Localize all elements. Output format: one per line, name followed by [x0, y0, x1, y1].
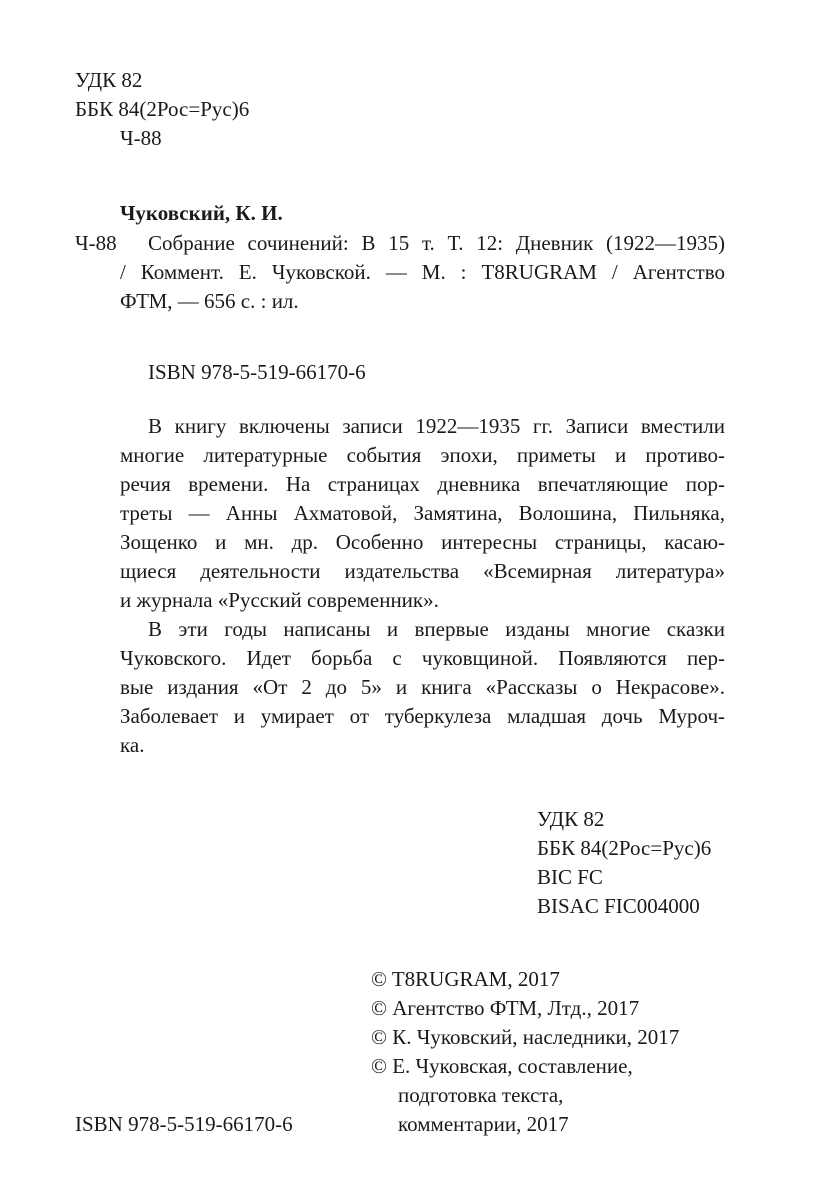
- author-heading: Чуковский, К. И.: [120, 201, 283, 225]
- annotation-line: В книгу включены записи 1922—1935 гг. Записи вместили: [148, 414, 725, 438]
- entry-extent-line: ФТМ, — 656 с. : ил.: [120, 289, 299, 313]
- annotation-line: Заболевает и умирает от туберкулеза младшая дочь Муроч-: [120, 704, 725, 728]
- entry-title-line: Собрание сочинений: В 15 т. Т. 12: Дневник (1922—1935): [148, 231, 725, 255]
- entry-sign: Ч-88: [75, 231, 117, 255]
- copyright-line-continued: комментарии, 2017: [398, 1112, 569, 1136]
- copyright-line: © К. Чуковский, наследники, 2017: [371, 1025, 680, 1049]
- footer-isbn: ISBN 978-5-519-66170-6: [75, 1112, 293, 1136]
- copyright-line: © Е. Чуковская, составление,: [371, 1054, 633, 1078]
- copyright-line-continued: подготовка текста,: [398, 1083, 564, 1107]
- copyright-line: © Агентство ФТМ, Лтд., 2017: [371, 996, 640, 1020]
- annotation-line: Чуковского. Идет борьба с чуковщиной. Появляются пер-: [120, 646, 725, 670]
- bisac-code: BISAC FIC004000: [537, 894, 700, 918]
- annotation-line: Зощенко и мн. др. Особенно интересны страницы, касаю-: [120, 530, 725, 554]
- udk-code-right: УДК 82: [537, 807, 605, 831]
- entry-isbn: ISBN 978-5-519-66170-6: [148, 360, 366, 384]
- annotation-line: многие литературные события эпохи, приметы и противо-: [120, 443, 725, 467]
- bbk-code-right: ББК 84(2Рос=Рус)6: [537, 836, 712, 860]
- annotation-line: речия времени. На страницах дневника впечатляющие пор-: [120, 472, 725, 496]
- entry-publisher-line: / Коммент. Е. Чуковской. — М. : T8RUGRAM / Агентство: [120, 260, 725, 284]
- annotation-line: щиеся деятельности издательства «Всемирная литература»: [120, 559, 725, 583]
- annotation-line: В эти годы написаны и впервые изданы многие сказки: [148, 617, 725, 641]
- annotation-line: и журнала «Русский современник».: [120, 588, 439, 612]
- bbk-code: ББК 84(2Рос=Рус)6: [75, 97, 250, 121]
- annotation-line: вые издания «От 2 до 5» и книга «Рассказы о Некрасове».: [120, 675, 725, 699]
- author-sign: Ч-88: [120, 126, 162, 150]
- bic-code: BIC FC: [537, 865, 603, 889]
- annotation-line: треты — Анны Ахматовой, Замятина, Волошина, Пильняка,: [120, 501, 725, 525]
- annotation-line: ка.: [120, 733, 145, 757]
- copyright-line: © T8RUGRAM, 2017: [371, 967, 560, 991]
- udk-code: УДК 82: [75, 68, 143, 92]
